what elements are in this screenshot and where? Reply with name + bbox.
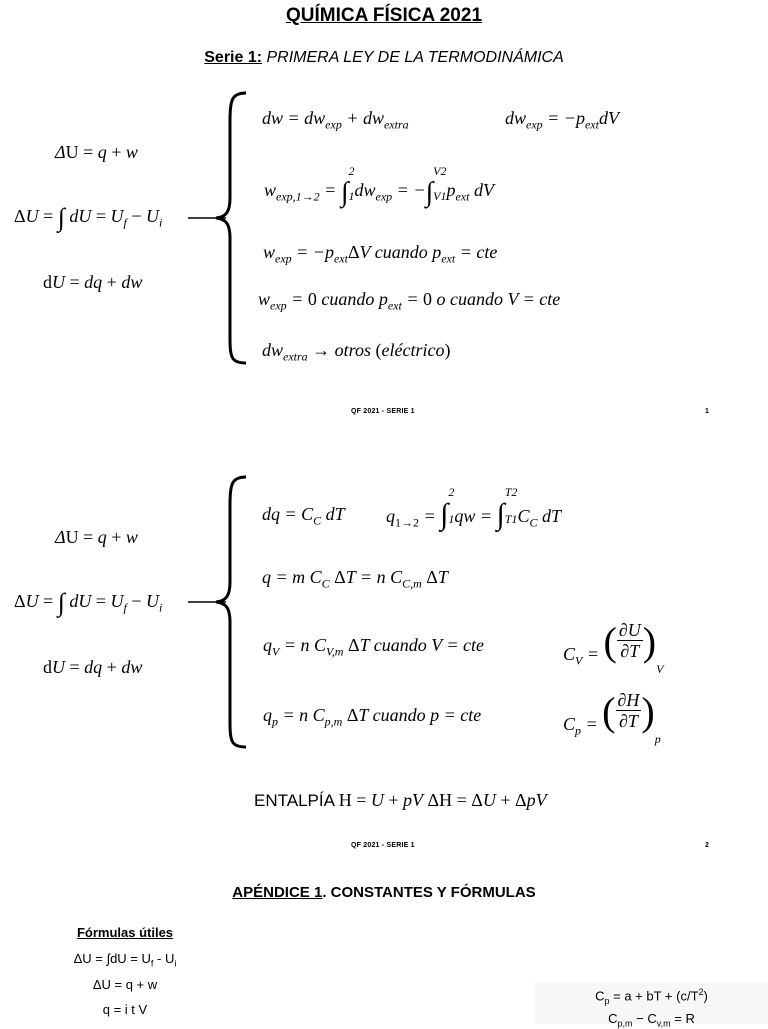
s1-r1a: dw = $dw_{exp} + dw_{extra}$	[262, 108, 409, 132]
s1-left-eq3: dU = dq + dw	[43, 272, 143, 292]
subtitle-label: Serie 1:	[204, 49, 263, 66]
s1-brace	[188, 90, 253, 370]
useful-formulas-heading: Fórmulas útiles	[76, 925, 174, 940]
useful-formula-2: ΔU = q + w	[92, 977, 158, 992]
s2-r4a: $q_p = n$ $C_{p,m}$ ΔT cuando p = cte	[263, 705, 482, 729]
useful-formula-3: q = i t V	[102, 1002, 148, 1017]
subtitle-text: PRIMERA LEY DE LA TERMODINÁMICA	[262, 49, 564, 66]
s1-footer-text: QF 2021 - SERIE 1	[351, 408, 415, 415]
s2-r3b: $C_V$ = ( $\frac{\partial U}{\partial T}$ )$_V$	[563, 619, 664, 676]
s2-enthalpy-label: ENTALPÍA	[254, 791, 334, 810]
s2-footer-text: QF 2021 - SERIE 1	[351, 842, 415, 849]
s1-r2: $w_{exp,1\to 2}$ = ∫ 2 1 $dw_{exp}$ = −∫ V2 V1 $p_{ext}$ dV	[264, 164, 494, 208]
s2-r4b: $C_p$ = ( $\frac{\partial H}{\partial T}$ )$_p$	[563, 689, 661, 746]
appendix-title	[0, 884, 768, 901]
s1-r4: $w_{exp} = 0$ cuando $p_{ext} = 0$ o cuando V = cte	[258, 289, 561, 313]
page-title: QUÍMICA FÍSICA 2021	[285, 5, 483, 26]
appendix-right-formula-2: $C_{p,m} - C_{v,m} = R$	[608, 1011, 695, 1029]
s2-left-eq2: ΔU = ∫ dU = $U_f - U_i$	[14, 588, 163, 617]
s2-r1b: $q_{1\to 2}$ = ∫ 2 1 qw = ∫ T2 T1 $C_C$ dT	[386, 485, 561, 531]
page-subtitle	[0, 49, 768, 67]
s1-left-eq1: ΔU = q + w	[55, 142, 138, 162]
s1-footer-page: 1	[705, 408, 710, 415]
s2-r2: q = m $C_C$ ΔT = n $C_{C,m}$ ΔT	[262, 567, 448, 591]
s2-r3a: $q_V = n$ $C_{V,m}$ ΔT cuando V = cte	[263, 635, 485, 659]
s2-enthalpy: ENTALPÍA H = U + pV ΔH = ΔU + ΔpV	[254, 790, 547, 810]
appendix-right-formula-1: $C_p = a$ + bT + $(c/T^2)$	[595, 987, 708, 1006]
s2-r1a: dq = $C_C$ dT	[262, 504, 345, 528]
s1-r3: $w_{exp} = -p_{ext}\Delta V$ cuando $p_{ext}$ = cte	[263, 242, 498, 266]
s1-left-eq2: ΔU = ∫ dU = $U_f - U_i$	[14, 203, 163, 232]
s1-r1b: $dw_{exp} = -p_{ext}dV$	[505, 108, 619, 132]
s1-r5: $dw_{extra}$ → otros (eléctrico)	[262, 340, 451, 364]
s2-brace	[188, 474, 253, 754]
s2-footer-page: 2	[705, 842, 710, 849]
s2-left-eq3: dU = dq + dw	[43, 657, 143, 677]
s2-left-eq1: ΔU = q + w	[55, 527, 138, 547]
appendix-title-underlined: APÉNDICE 1	[232, 884, 323, 901]
appendix-title-rest: . CONSTANTES Y FÓRMULAS	[322, 884, 536, 901]
useful-formula-1: $\Delta U = \int dU = U_f - U_i$	[73, 951, 177, 969]
